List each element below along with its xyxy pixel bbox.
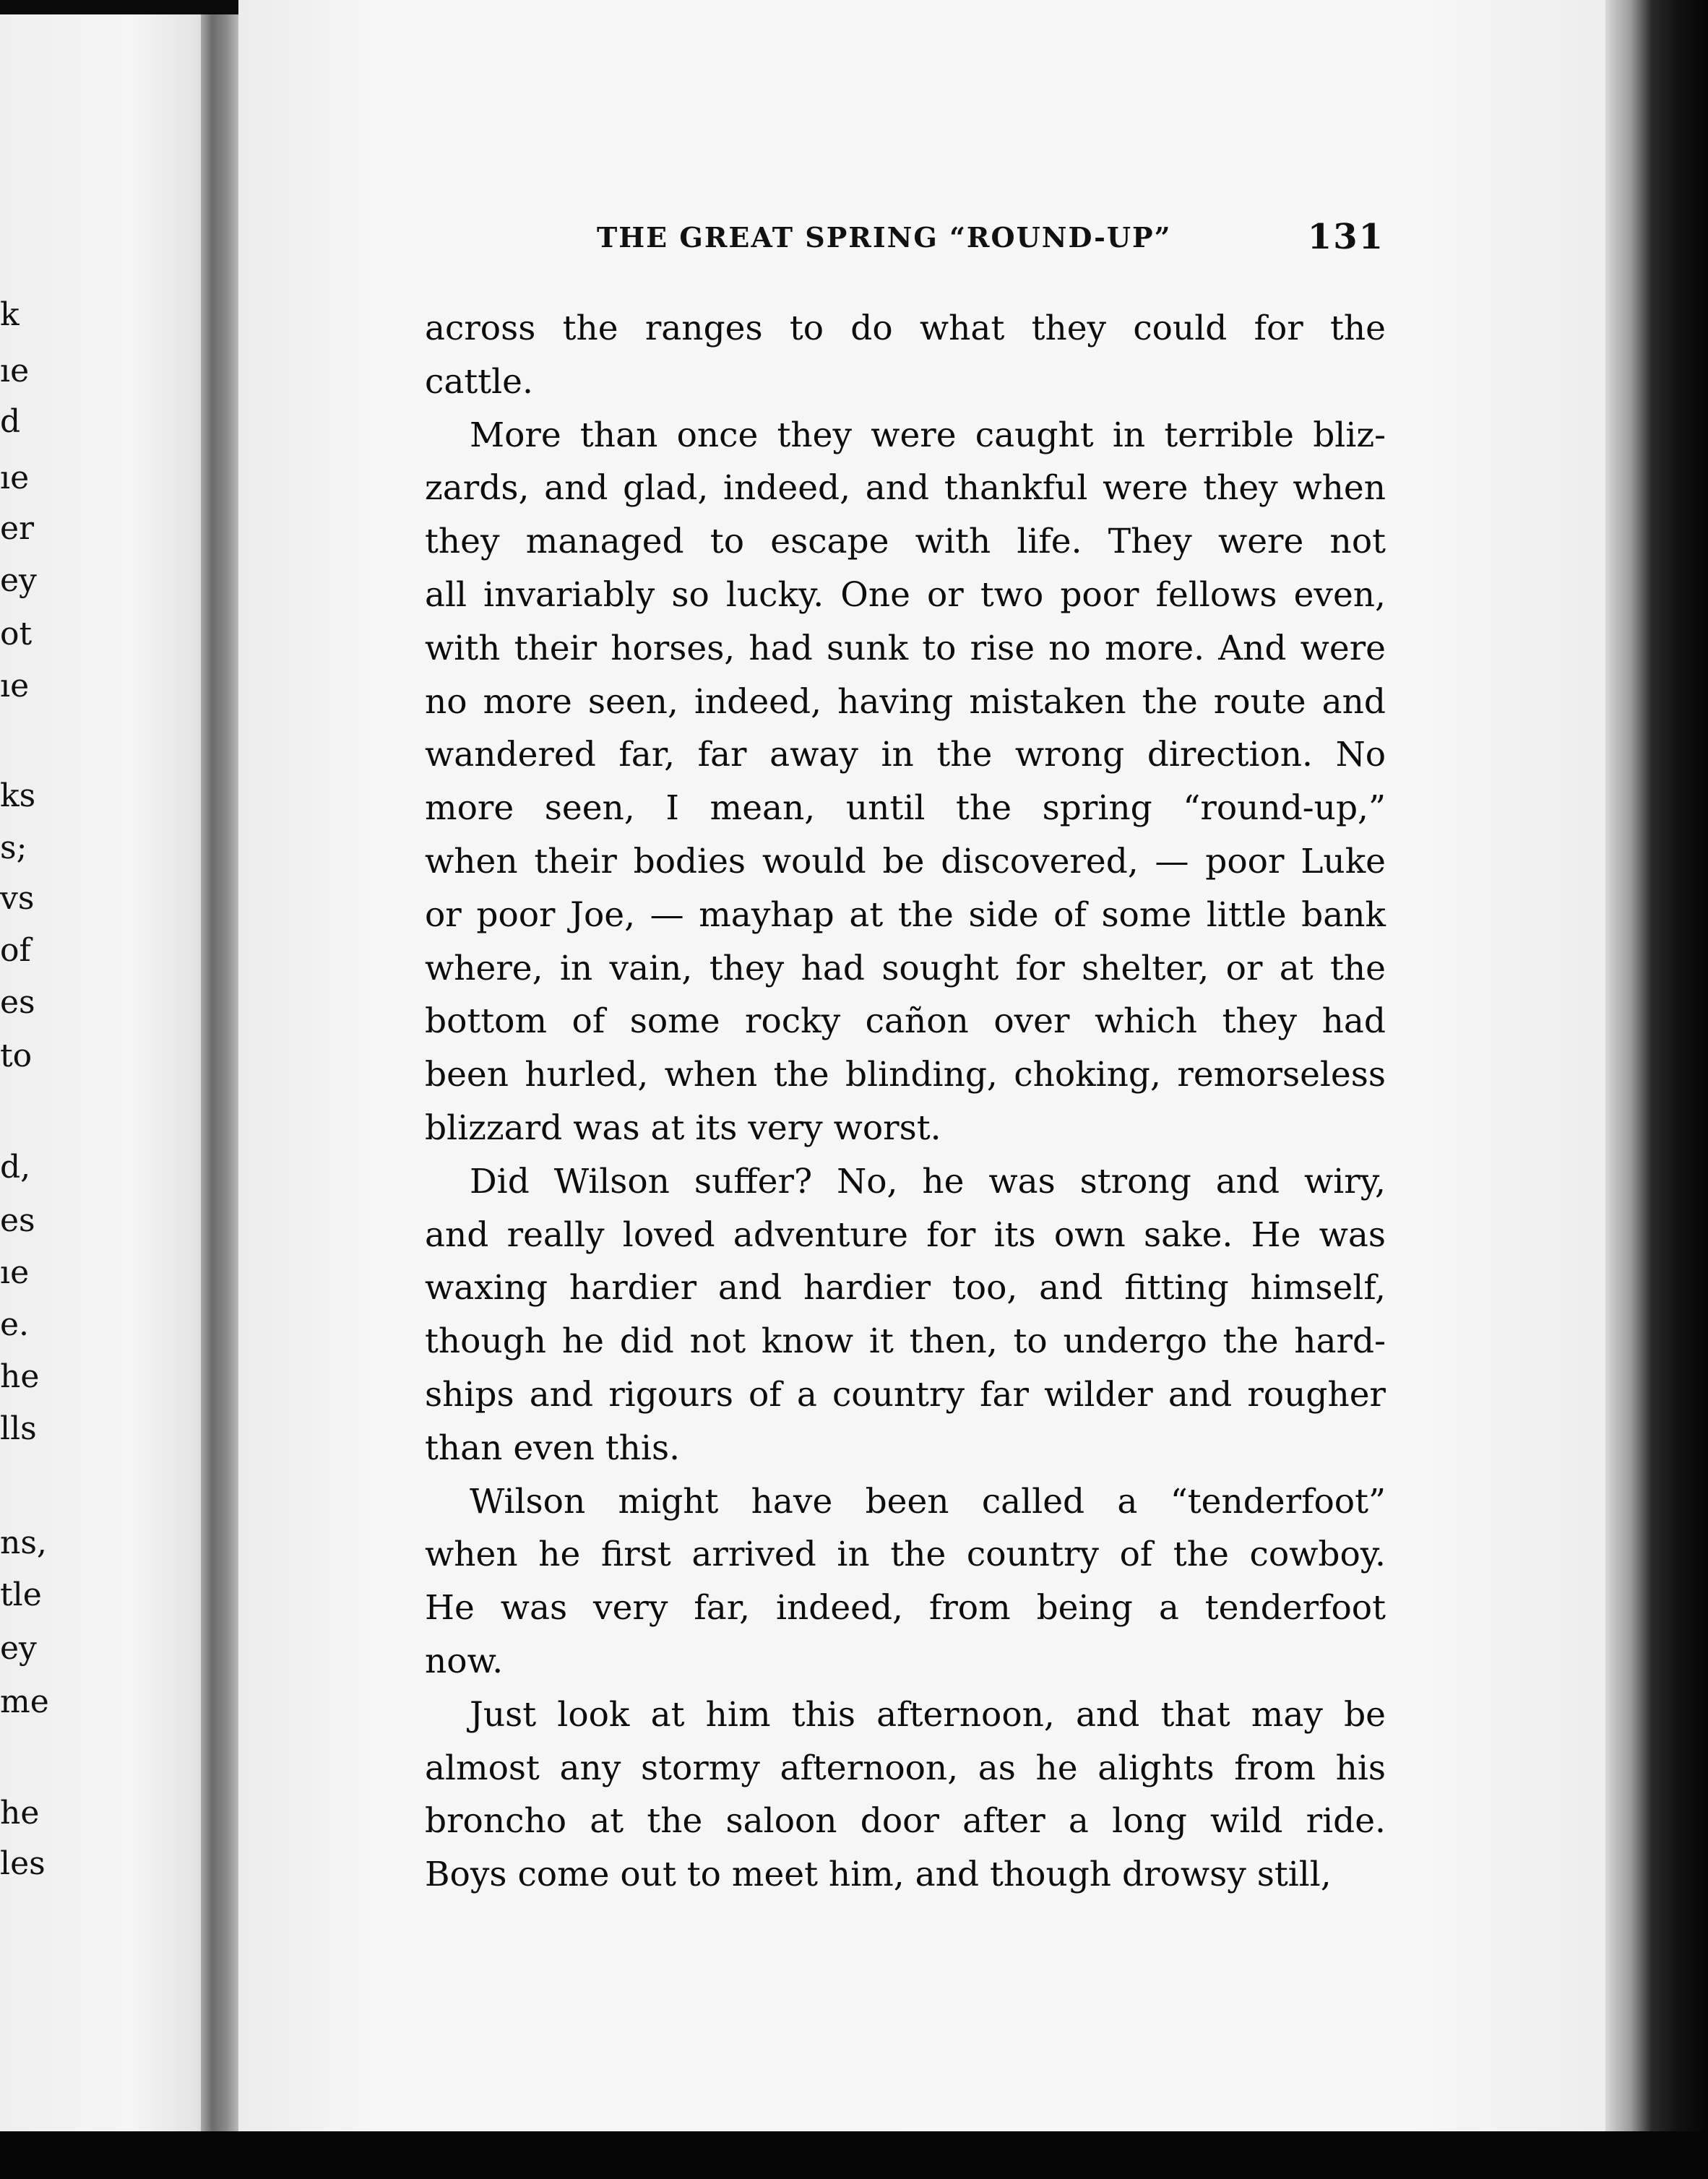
text-line: where, in vain, they had sought for shelter, or at the	[425, 948, 1386, 988]
text-line: almost any stormy afternoon, as he alights from his	[425, 1748, 1386, 1788]
text-line: more seen, I mean, until the spring “round-up,”	[425, 788, 1386, 829]
body-text	[425, 302, 1386, 1902]
text-line: zards, and glad, indeed, and thankful were they when	[425, 468, 1386, 509]
text-line: blizzard was at its very worst.	[425, 1108, 941, 1148]
previous-page-fragment: ot	[0, 616, 33, 652]
previous-page-fragment: ıe	[0, 668, 30, 704]
previous-page-fragment: s;	[0, 829, 27, 866]
previous-page-fragment: d	[0, 403, 21, 440]
text-line: bottom of some rocky cañon over which they had	[425, 1001, 1386, 1042]
page-number: 131	[1307, 217, 1384, 257]
running-head-title: THE GREAT SPRING “ROUND-UP”	[597, 221, 1172, 254]
previous-page-fragment: ıe	[0, 459, 30, 496]
previous-page-fragment: he	[0, 1358, 40, 1395]
text-line: or poor Joe, — mayhap at the side of some little bank	[425, 894, 1386, 935]
scan-bottom-border	[0, 2131, 1708, 2179]
previous-page-edge	[0, 14, 217, 2146]
previous-page-fragment: ıe	[0, 353, 30, 389]
previous-page-fragment: es	[0, 1202, 35, 1239]
previous-page-fragment: he	[0, 1795, 40, 1831]
text-line: He was very far, indeed, from being a tenderfoot	[425, 1588, 1386, 1628]
previous-page-fragment: ks	[0, 777, 36, 814]
text-line: all invariably so lucky. One or two poor fellows even,	[425, 574, 1386, 615]
text-line: and really loved adventure for its own sake. He was	[425, 1214, 1386, 1255]
text-line: waxing hardier and hardier too, and fitting himself,	[425, 1268, 1386, 1308]
previous-page-fragment: es	[0, 984, 35, 1021]
previous-page-fragment: tle	[0, 1576, 42, 1613]
text-line: Wilson might have been called a “tenderfoot”	[470, 1481, 1386, 1522]
text-line: wandered far, far away in the wrong direction. No	[425, 735, 1386, 775]
previous-page-fragment: ıe	[0, 1254, 30, 1291]
previous-page-fragment: of	[0, 932, 31, 969]
previous-page-fragment: ey	[0, 562, 37, 599]
text-line: when their bodies would be discovered, — poor Luke	[425, 841, 1386, 881]
text-line: with their horses, had sunk to rise no more. And were	[425, 628, 1386, 668]
text-line: across the ranges to do what they could for the	[425, 308, 1386, 348]
text-line: now.	[425, 1641, 504, 1681]
book-cover-edge	[1605, 0, 1708, 2179]
text-line: though he did not know it then, to undergo the hard-	[425, 1321, 1386, 1362]
previous-page-fragment: vs	[0, 880, 35, 917]
previous-page-fragment: e.	[0, 1306, 30, 1343]
text-line: Boys come out to meet him, and though drowsy still,	[425, 1855, 1332, 1895]
previous-page-fragment: ns,	[0, 1524, 47, 1561]
text-line: been hurled, when the blinding, choking, remorseless	[425, 1055, 1386, 1095]
previous-page-fragment: les	[0, 1845, 46, 1882]
text-line: no more seen, indeed, having mistaken the route and	[425, 681, 1386, 722]
previous-page-fragment: d,	[0, 1149, 31, 1186]
previous-page-fragment: me	[0, 1683, 49, 1720]
previous-page-fragment: to	[0, 1037, 33, 1074]
text-line: they managed to escape with life. They were not	[425, 522, 1386, 562]
text-line: Just look at him this afternoon, and that may be	[470, 1694, 1386, 1735]
previous-page-fragment: lls	[0, 1410, 37, 1447]
text-line: broncho at the saloon door after a long wild ride.	[425, 1801, 1386, 1842]
text-line: ships and rigours of a country far wilder and rougher	[425, 1374, 1386, 1415]
running-head	[597, 217, 1384, 260]
text-line: when he first arrived in the country of the cowboy.	[425, 1535, 1386, 1575]
text-line: than even this.	[425, 1428, 681, 1468]
previous-page-fragment: k	[0, 296, 20, 333]
text-line: More than once they were caught in terrible bliz-	[470, 415, 1386, 455]
text-line: cattle.	[425, 361, 533, 402]
previous-page-fragment: ey	[0, 1630, 37, 1667]
text-line: Did Wilson suffer? No, he was strong and wiry,	[470, 1161, 1386, 1201]
previous-page-fragment: er	[0, 510, 35, 547]
